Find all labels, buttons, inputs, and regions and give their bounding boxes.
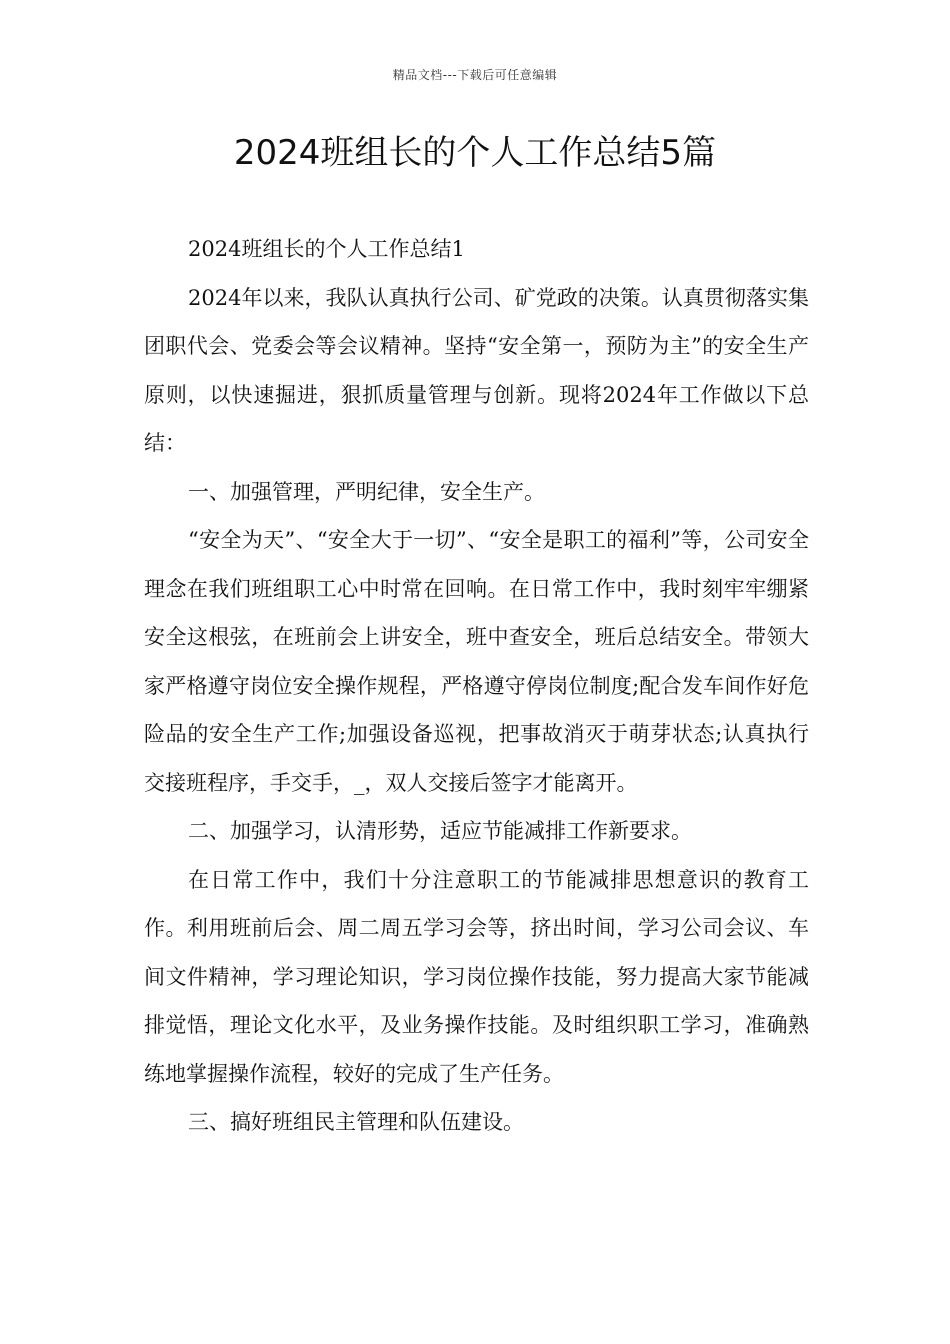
document-title: 2024班组长的个人工作总结5篇	[233, 133, 717, 173]
section-heading-management: 一、加强管理，严明纪律，安全生产。	[188, 479, 545, 504]
document-body	[144, 225, 809, 1147]
section-heading-1: 2024班组长的个人工作总结1	[188, 237, 465, 261]
page-header: 精品文档---下载后可任意编辑	[392, 68, 558, 82]
paragraph-intro: 2024年以来，我队认真执行公司、矿党政的决策。认真贯彻落实集团职代会、党委会等会议精神。坚持“安全第一，预防为主”的安全生产原则，以快速掘进，狠抓质量管理与创新。现将2024年工作做以下总结：	[144, 285, 809, 455]
paragraph-safety: “安全为天”、“安全大于一切”、“安全是职工的福利”等，公司安全理念在我们班组职工心中时常在回响。在日常工作中，我时刻牢牢绷紧安全这根弦，在班前会上讲安全，班中查安全，班后总结安全。带领大家严格遵守岗位安全操作规程，严格遵守停岗位制度;配合发车间作好危险品的安全生产工作;加强设备巡视，把事故消灭于萌芽状态;认真执行交接班程序，手交手，_，双人交接后签字才能离开。	[144, 528, 809, 795]
section-heading-study: 二、加强学习，认清形势，适应节能减排工作新要求。	[188, 819, 692, 843]
paragraph-study: 在日常工作中，我们十分注意职工的节能减排思想意识的教育工作。利用班前后会、周二周五学习会等，挤出时间，学习公司会议、车间文件精神，学习理论知识，学习岗位操作技能，努力提高大家节能减排觉悟，理论文化水平，及业务操作技能。及时组织职工学习，准确熟练地掌握操作流程，较好的完成了生产任务。	[144, 867, 809, 1086]
section-heading-democracy: 三、搞好班组民主管理和队伍建设。	[188, 1110, 524, 1134]
